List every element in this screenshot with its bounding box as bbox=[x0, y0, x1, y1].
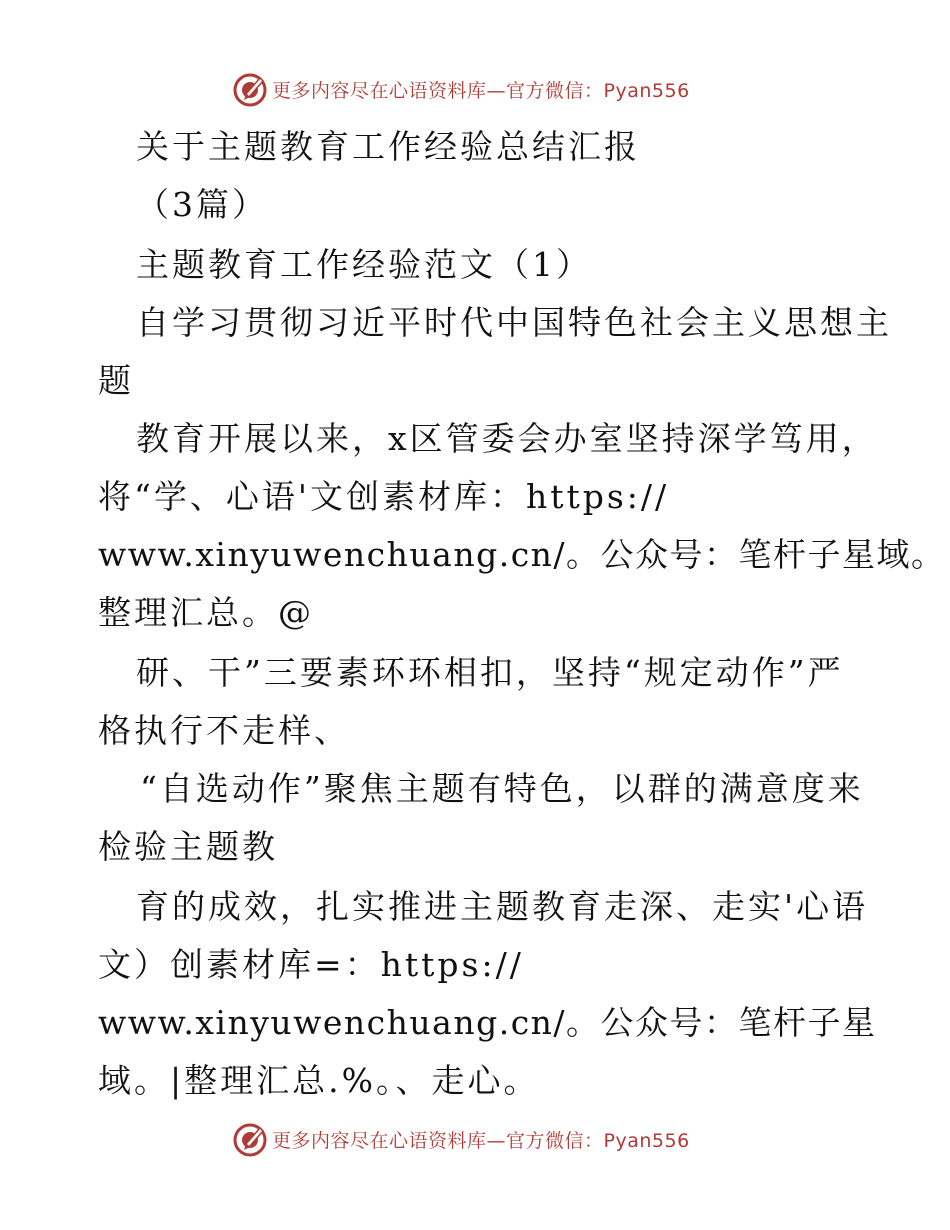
paragraph-line: “自选动作”聚焦主题有特色，以群的满意度来 bbox=[140, 769, 864, 808]
paragraph-line: 自学习贯彻习近平时代中国特色社会主义思想主 bbox=[136, 303, 892, 342]
footer-banner bbox=[0, 1120, 950, 1160]
paragraph-line: www.xinyuwenchuang.cn/。公众号：笔杆子星 bbox=[98, 1003, 877, 1042]
footer-banner-text: 更多内容尽在心语资料库—官方微信：Pyan556 bbox=[272, 1130, 690, 1152]
paragraph-line: 育的成效，扎实推进主题教育走深、走实'心语 bbox=[136, 887, 869, 926]
brand-logo-icon bbox=[232, 1122, 268, 1158]
brand-logo-icon bbox=[232, 72, 268, 108]
paragraph-line: 整理汇总。@ bbox=[98, 593, 314, 632]
document-subtitle: （3篇） bbox=[136, 185, 268, 224]
document-title: 关于主题教育工作经验总结汇报 bbox=[136, 127, 640, 166]
paragraph-line: 题 bbox=[98, 361, 134, 400]
paragraph-line: 格执行不走样、 bbox=[98, 711, 350, 750]
paragraph-line: 研、干”三要素环环相扣，坚持“规定动作”严 bbox=[136, 653, 844, 692]
section-heading: 主题教育工作经验范文（1） bbox=[136, 245, 592, 284]
paragraph-line: www.xinyuwenchuang.cn/。公众号：笔杆子星域。 bbox=[98, 535, 946, 574]
paragraph-line: 检验主题教 bbox=[98, 827, 278, 866]
paragraph-line: 将“学、心语'文创素材库：https:// bbox=[98, 477, 670, 516]
header-banner-text: 更多内容尽在心语资料库—官方微信：Pyan556 bbox=[272, 80, 690, 102]
paragraph-line: 教育开展以来，x区管委会办室坚持深学笃用， bbox=[136, 419, 878, 458]
header-banner bbox=[0, 70, 950, 110]
paragraph-line: 域。|整理汇总.%。、走心。 bbox=[98, 1061, 540, 1100]
paragraph-line: 文）创素材库=：https:// bbox=[98, 945, 524, 984]
